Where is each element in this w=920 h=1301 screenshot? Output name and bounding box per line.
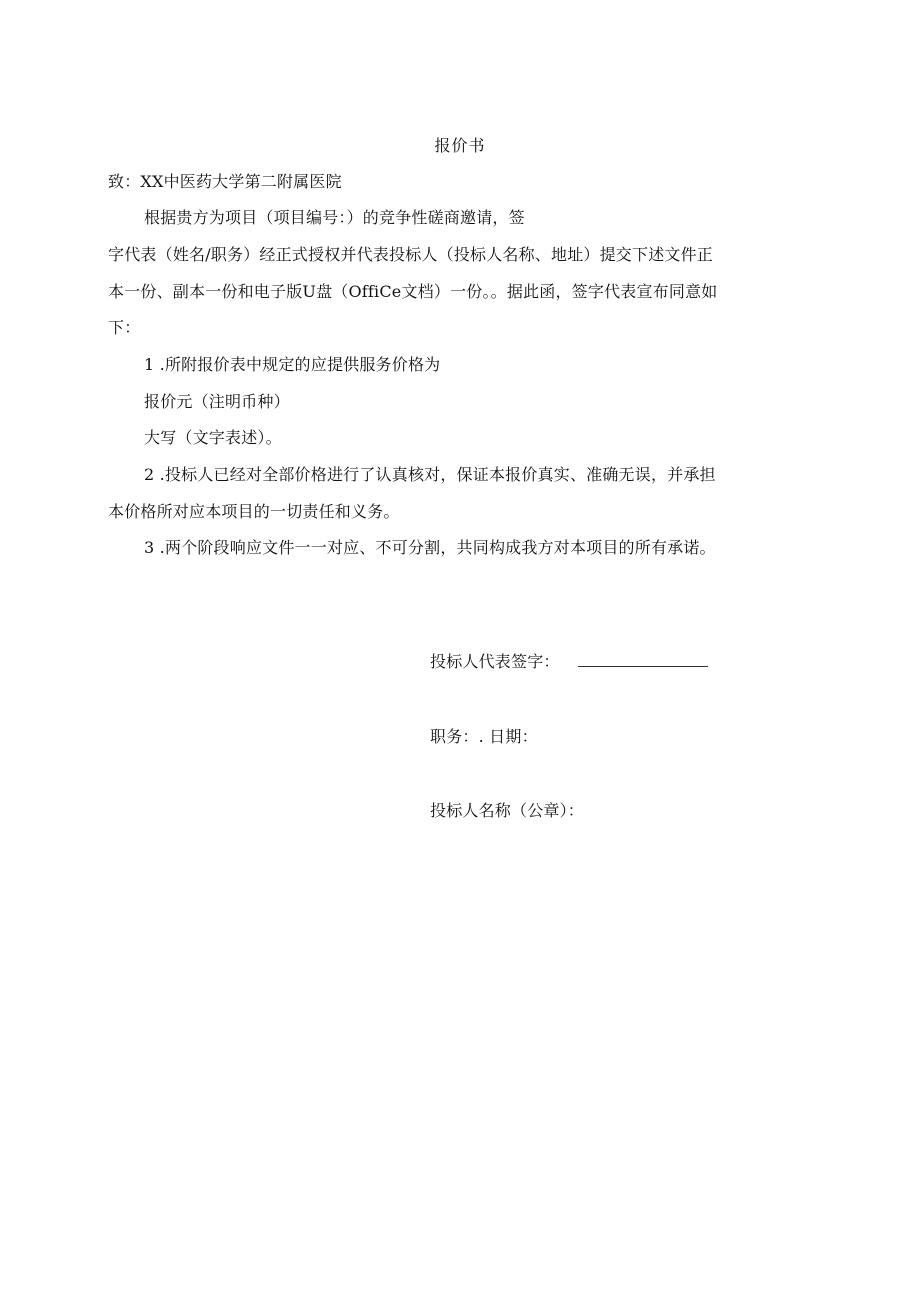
intro-paragraph-line-3: 本一份、副本一份和电子版U盘（OffiCe文档）一份。。据此函，签字代表宣布同意如 [108,282,718,301]
clause-2-line-1: 2 .投标人已经对全部价格进行了认真核对，保证本报价真实、准确无误，并承担 [144,465,716,484]
clause-1: 1 .所附报价表中规定的应提供服务价格为 [144,355,441,374]
intro-paragraph-line-2: 字代表（姓名/职务）经正式授权并代表投标人（投标人名称、地址）提交下述文件正 [108,245,713,264]
company-seal-label: 投标人名称（公章）： [430,801,585,820]
intro-paragraph-line-1: 根据贵方为项目（项目编号：）的竞争性磋商邀请，签 [144,208,525,227]
signature-row [430,652,708,672]
clause-3: 3 .两个阶段响应文件一一对应、不可分割，共同构成我方对本项目的所有承诺。 [144,538,716,557]
rep-signature-label: 投标人代表签字： [430,652,560,671]
document-title: 报价书 [434,136,486,155]
intro-paragraph-line-4: 下： [108,318,141,337]
position-date-label: 职务：. 日期： [430,727,538,746]
price-amount-line: 报价元（注明币种） [144,392,290,411]
price-capital-line: 大写（文字表述）。 [144,428,282,447]
signature-blank [578,652,708,667]
clause-2-line-2: 本价格所对应本项目的一切责任和义务。 [108,502,400,521]
recipient-line: 致：XX中医药大学第二附属医院 [108,172,342,191]
